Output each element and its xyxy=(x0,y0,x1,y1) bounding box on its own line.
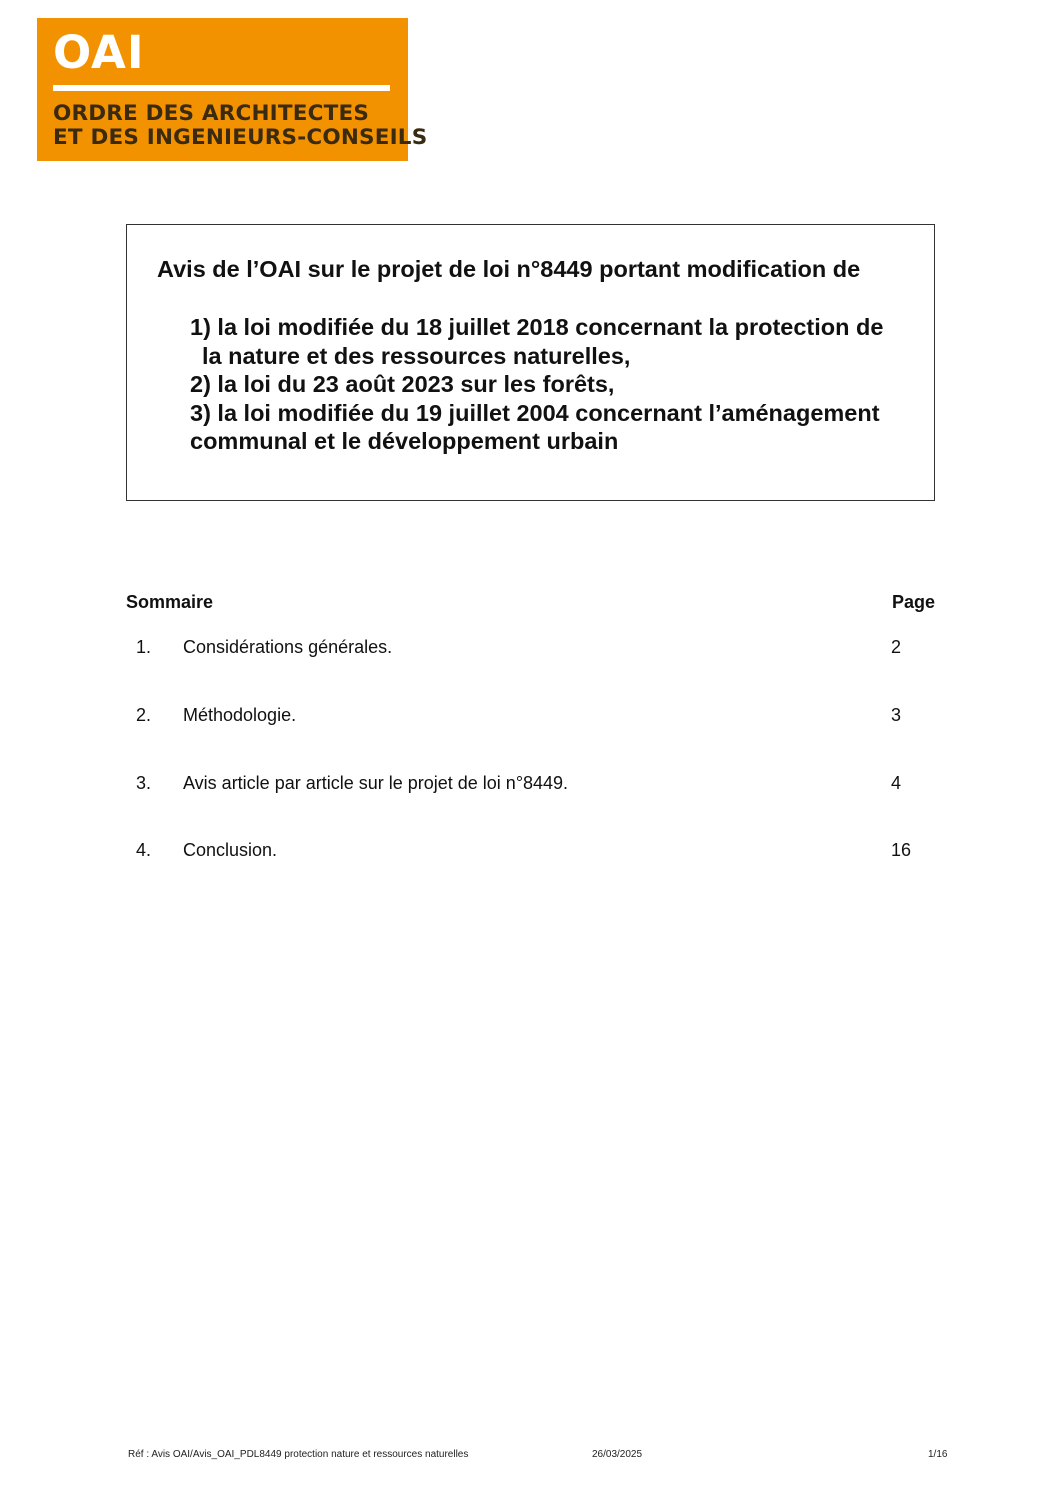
title-box xyxy=(126,224,935,501)
amended-law-item xyxy=(190,313,930,370)
toc-row-label: Avis article par article sur le projet de loi n°8449. xyxy=(183,773,569,793)
toc-row-label: Considérations générales. xyxy=(183,637,393,657)
toc-row-number: 1. xyxy=(136,637,152,657)
toc-header-page: Page xyxy=(891,592,935,612)
amended-laws-list xyxy=(190,313,930,456)
toc-row-page: 2 xyxy=(891,637,902,657)
footer-reference: Réf : Avis OAI/Avis_OAI_PDL8449 protection nature et ressources naturelles xyxy=(128,1449,469,1460)
toc-header xyxy=(126,592,935,616)
oai-logo xyxy=(37,18,428,161)
footer-page-number: 1/16 xyxy=(928,1449,948,1460)
amended-law-line: 1) la loi modifiée du 18 juillet 2018 concernant la protection de xyxy=(190,314,884,340)
toc-row-label: Conclusion. xyxy=(183,840,278,860)
amended-law-line: 3) la loi modifiée du 19 juillet 2004 concernant l’aménagement xyxy=(190,399,880,426)
toc-row-number: 4. xyxy=(136,840,152,860)
toc-row-page: 16 xyxy=(891,840,912,860)
logo-line-2: ET DES INGENIEURS-CONSEILS xyxy=(53,125,428,150)
toc-row-page: 4 xyxy=(891,773,902,793)
toc-row[interactable] xyxy=(126,705,935,729)
toc-row-number: 2. xyxy=(136,705,152,725)
logo-divider xyxy=(53,85,390,91)
toc-row-number: 3. xyxy=(136,773,152,793)
logo-acronym: OAI xyxy=(53,26,145,79)
amended-law-line: communal et le développement urbain xyxy=(190,428,619,454)
toc-row[interactable] xyxy=(126,637,935,661)
toc-row[interactable] xyxy=(126,773,935,797)
logo-line-1: ORDRE DES ARCHITECTES xyxy=(53,101,370,126)
table-of-contents xyxy=(126,592,935,860)
document-title: Avis de l’OAI sur le projet de loi n°8449 portant modification de xyxy=(157,256,861,282)
toc-row-page: 3 xyxy=(891,705,902,725)
amended-law-item xyxy=(190,399,930,456)
amended-law-item xyxy=(190,370,930,399)
toc-row-label: Méthodologie. xyxy=(183,705,297,725)
toc-row[interactable] xyxy=(126,840,935,864)
toc-header-summary: Sommaire xyxy=(126,592,214,612)
amended-law-line: la nature et des ressources naturelles, xyxy=(202,342,631,369)
amended-law-line: 2) la loi du 23 août 2023 sur les forêts, xyxy=(190,371,615,397)
footer-date: 26/03/2025 xyxy=(592,1449,643,1460)
